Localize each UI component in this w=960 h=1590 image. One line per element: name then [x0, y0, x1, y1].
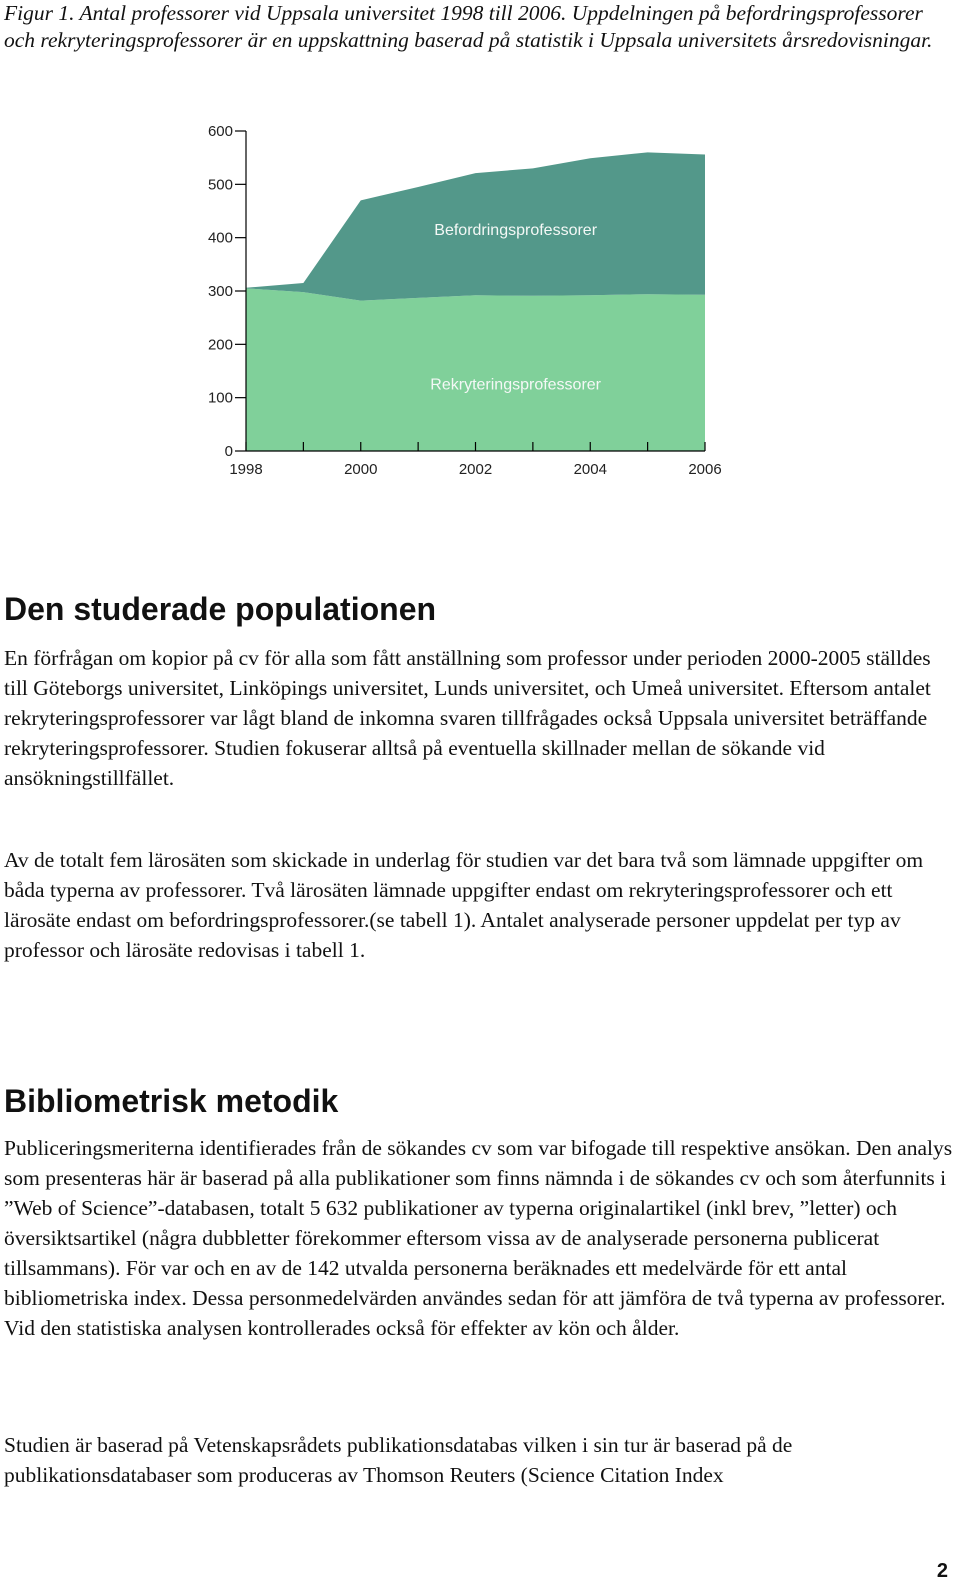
page-number: 2 — [936, 1560, 948, 1582]
section-heading-population: Den studerade populationen — [4, 591, 437, 627]
x-tick-label: 2002 — [458, 461, 493, 478]
y-tick-label: 100 — [207, 389, 233, 407]
paragraph-population-1: En förfrågan om kopior på cv för alla som fått anställning som professor under perioden 2000-2005 ställdes till Göteborgs universitet, Linköpings universitet, Lunds universitet, och Umeå universitet. Eftersom antalet rekryteringsprofessorer var lågt bland de inkomna svaren tillfrågades också Uppsala universitet beträffande rekryteringsprofessorer. Studien fokuserar alltså på eventuella skillnader mellan de sökande vid ansökningstillfället. — [4, 646, 931, 790]
y-tick-label: 500 — [207, 176, 233, 194]
paragraph-bibliometric-2: Studien är baserad på Vetenskapsrådets publikationsdatabas vilken i sin tur är baserad på de publikationsdatabaser som produceras av Thomson Reuters (Science Citation Index — [4, 1433, 793, 1487]
y-tick-label: 0 — [224, 443, 233, 460]
x-tick-label: 2000 — [344, 461, 378, 478]
area-series-1 — [246, 288, 705, 451]
series-label-2: Befordringsprofessorer — [434, 222, 598, 239]
x-tick-label: 2004 — [573, 461, 607, 478]
figure-caption: Figur 1. Antal professorer vid Uppsala universitet 1998 till 2006. Uppdelningen på befordringsprofessorer och rekryteringsprofessorer är en uppskattning baserad på statistik i Uppsala universitets årsredovisningar. — [4, 1, 933, 52]
paragraph-bibliometric-1: Publiceringsmeriterna identifierades från de sökandes cv som var bifogade till respektive ansökan. Den analys som presenteras här är baserad på alla publikationer som finns nämnda i de sökandes cv och som återfunnits i ”Web of Science”-databasen, totalt 5 632 publikationer av typerna originalartikel (inkl brev, ”letter) och översiktsartikel (några dubbletter förekommer eftersom vissa av de analyserade personerna publicerat tillsammans). För var och en av de 142 utvalda personerna beräknades ett medelvärde för ett antal bibliometriska index. Dessa personmedelvärden användes sedan för att jämföra de två typerna av professorer. Vid den statistiska analysen kontrollerades också för effekter av kön och ålder. — [4, 1136, 953, 1340]
paragraph-population-2: Av de totalt fem lärosäten som skickade in underlag för studien var det bara två som lämnade uppgifter om båda typerna av professorer. Två lärosäten lämnade uppgifter endast om rekryteringsprofessorer och ett lärosäte endast om befordringsprofessorer.(se tabell 1). Antalet analyserade personer uppdelat per typ av professor och lärosäte redovisas i tabell 1. — [4, 848, 924, 962]
x-tick-label: 1998 — [229, 461, 263, 478]
section-heading-bibliometric: Bibliometrisk metodik — [4, 1083, 339, 1119]
professor-area-chart — [0, 110, 760, 490]
chart-areas — [246, 152, 705, 451]
y-tick-label: 300 — [207, 283, 233, 300]
y-tick-label: 400 — [207, 229, 233, 247]
x-tick-label: 2006 — [688, 461, 722, 478]
y-tick-label: 600 — [207, 123, 233, 140]
series-label-1: Rekryteringsprofessorer — [430, 376, 602, 394]
y-tick-label: 200 — [207, 336, 233, 354]
